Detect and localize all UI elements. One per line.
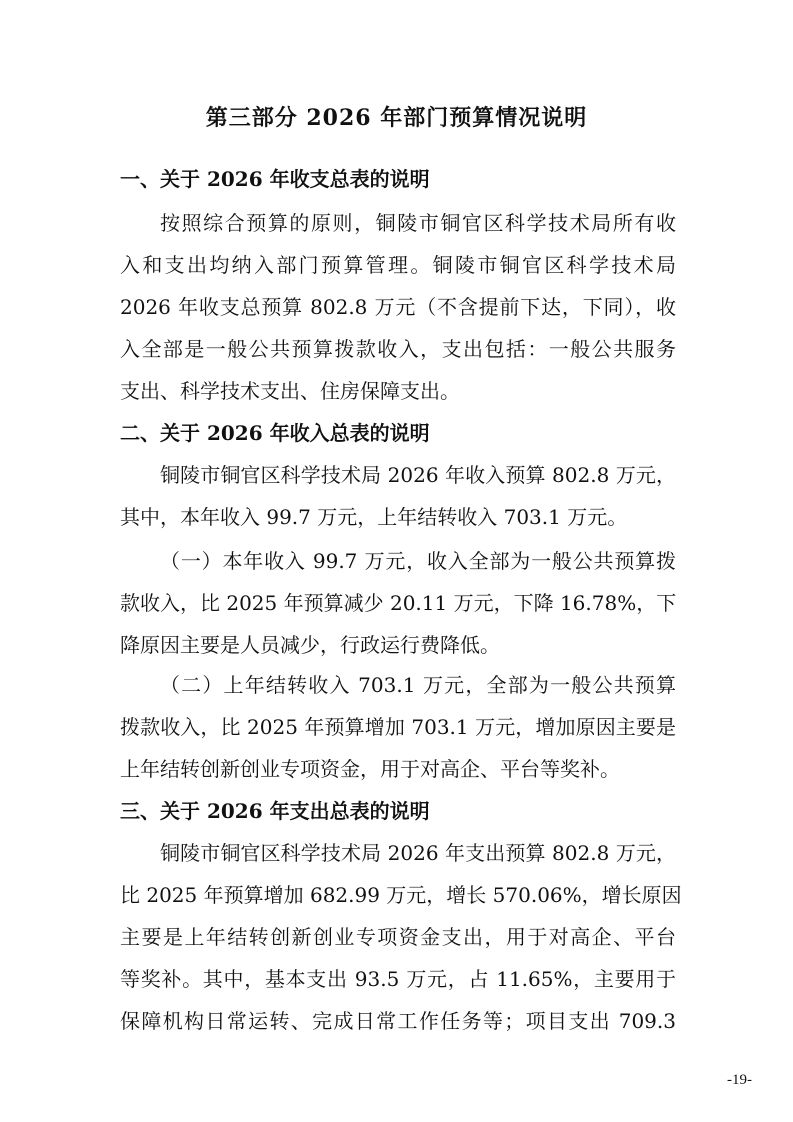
section1-line-2: 入和支出均纳入部门预算管理。铜陵市铜官区科学技术局 bbox=[120, 253, 676, 277]
section2-para1-line-2: 其中，本年收入 99.7 万元，上年结转收入 703.1 万元。 bbox=[120, 505, 628, 529]
section3-heading: 三、关于 2026 年支出总表的说明 bbox=[120, 799, 430, 823]
section3-line-3: 主要是上年结转创新创业专项资金支出，用于对高企、平台 bbox=[120, 925, 676, 949]
section1-line-5: 支出、科学技术支出、住房保障支出。 bbox=[120, 379, 460, 403]
section2-para2-line-1: （一）本年收入 99.7 万元，收入全部为一般公共预算拨 bbox=[160, 549, 676, 573]
page-number: -19- bbox=[727, 1072, 752, 1088]
section3-line-2: 比 2025 年预算增加 682.99 万元，增长 570.06%，增长原因 bbox=[120, 883, 682, 907]
section2-para3-line-2: 拨款收入，比 2025 年预算增加 703.1 万元，增加原因主要是 bbox=[120, 715, 676, 739]
section1-line-4: 入全部是一般公共预算拨款收入，支出包括：一般公共服务 bbox=[120, 337, 676, 361]
page-title: 第三部分 2026 年部门预算情况说明 bbox=[205, 105, 588, 131]
section3-line-4: 等奖补。其中，基本支出 93.5 万元，占 11.65%，主要用于 bbox=[120, 967, 676, 991]
section2-heading: 二、关于 2026 年收入总表的说明 bbox=[120, 421, 430, 445]
section2-para2-line-2: 款收入，比 2025 年预算减少 20.11 万元，下降 16.78%，下 bbox=[120, 591, 677, 615]
section2-para2-line-3: 降原因主要是人员减少，行政运行费降低。 bbox=[120, 633, 500, 657]
section2-para3-line-1: （二）上年结转收入 703.1 万元，全部为一般公共预算 bbox=[160, 673, 676, 697]
section3-line-5: 保障机构日常运转、完成日常工作任务等；项目支出 709.3 bbox=[120, 1009, 676, 1033]
section3-line-1: 铜陵市铜官区科学技术局 2026 年支出预算 802.8 万元， bbox=[160, 841, 676, 865]
section1-line-3: 2026 年收支总预算 802.8 万元（不含提前下达，下同），收 bbox=[120, 295, 676, 319]
section2-para1-line-1: 铜陵市铜官区科学技术局 2026 年收入预算 802.8 万元， bbox=[160, 463, 676, 487]
section1-heading: 一、关于 2026 年收支总表的说明 bbox=[120, 167, 430, 191]
section1-line-1: 按照综合预算的原则，铜陵市铜官区科学技术局所有收 bbox=[160, 211, 676, 235]
section2-para3-line-3: 上年结转创新创业专项资金，用于对高企、平台等奖补。 bbox=[120, 757, 620, 781]
